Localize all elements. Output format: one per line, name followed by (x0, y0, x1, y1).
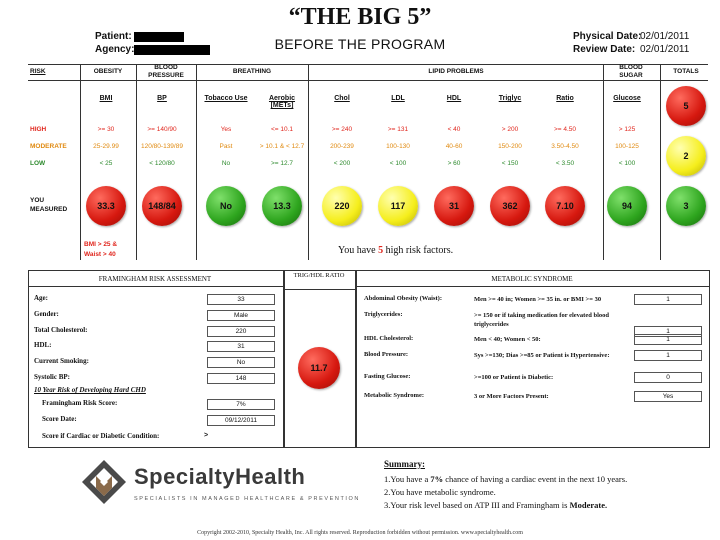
measured-value: 94 (621, 201, 632, 211)
total-high-circle (666, 86, 706, 126)
threshold-moderate: 120/80-139/89 (141, 143, 183, 150)
patient-label: Patient: (95, 31, 132, 42)
column-header: Chol (334, 95, 350, 102)
total-moderate-circle (666, 136, 706, 176)
metabolic-criterion-value: 1 (634, 350, 702, 361)
threshold-low: > 60 (447, 160, 461, 167)
risk-factor-summary: You have 5 high risk factors. (338, 245, 454, 256)
threshold-moderate: 150-200 (498, 143, 522, 150)
threshold-low: < 150 (501, 160, 519, 167)
threshold-high: > 125 (618, 126, 636, 133)
gender-value: Male (207, 310, 275, 321)
measured-circle (607, 186, 647, 226)
threshold-low: No (221, 160, 231, 167)
section-totals: TOTALS (673, 68, 699, 75)
threshold-low: >= 12.7 (270, 160, 294, 167)
metabolic-criterion-threshold: Men >= 40 in; Women >= 35 in. or BMI >= 30 (474, 296, 602, 303)
trig-hdl-value: 11.7 (310, 363, 328, 373)
threshold-moderate: 3.50-4.50 (551, 143, 579, 150)
metabolic-criterion-value: Yes (634, 391, 702, 402)
metabolic-title-rule (356, 286, 709, 287)
summary-heading: Summary: (384, 459, 425, 469)
metabolic-criterion-value: 1 (634, 334, 702, 345)
measured-value: 31 (448, 201, 459, 211)
physical-date: 02/01/2011 (640, 31, 690, 42)
copyright-footer: Copyright 2002-2010, Specialty Health, Inc. All rights reserved. Reproduction forbidden without permission. www.specialtyhealth.com (197, 530, 523, 536)
metabolic-criterion-value: 1 (634, 326, 702, 337)
framingham-score-value: 7% (207, 399, 275, 410)
threshold-moderate: 100-130 (386, 143, 410, 150)
threshold-moderate: 200-239 (330, 143, 354, 150)
row-label-moderate: MODERATE (30, 143, 67, 150)
column-header: BMI (99, 95, 113, 102)
measured-circle (206, 186, 246, 226)
threshold-moderate: > 10.1 & < 12.7 (259, 143, 305, 150)
physical-date-label: Physical Date: (573, 31, 642, 42)
metabolic-criterion-threshold: 3 or More Factors Present: (474, 393, 549, 400)
hdl-value: 31 (207, 341, 275, 352)
bmi-note-line2: Waist > 40 (84, 251, 116, 258)
section-obesity: OBESITY (93, 68, 123, 75)
threshold-high: >= 4.50 (553, 126, 577, 133)
framingham-score-label: Framingham Risk Score: (42, 399, 118, 407)
summary-line-3: 3.Your risk level based on ATP III and Framingham is Moderate. (384, 500, 608, 510)
measured-circle (490, 186, 530, 226)
agency-name-redacted (134, 45, 210, 55)
grid-divider (308, 64, 309, 260)
measured-value: 220 (334, 201, 350, 211)
logo-tagline: SPECIALISTS IN MANAGED HEALTHCARE & PREVENTION (134, 496, 361, 502)
grid-top-rule (28, 64, 708, 65)
threshold-moderate: 100-125 (615, 143, 639, 150)
threshold-high: <= 10.1 (270, 126, 294, 133)
threshold-moderate: Past (219, 143, 233, 150)
measured-value: 362 (502, 201, 518, 211)
threshold-low: < 100 (618, 160, 636, 167)
row-label-low: LOW (30, 160, 46, 167)
document-title: “THE BIG 5” (288, 4, 432, 30)
measured-circle (378, 186, 418, 226)
metabolic-criterion-threshold: Sys >=130; Dias >=85 or Patient is Hypertensive: (474, 352, 610, 359)
measured-value: 33.3 (97, 201, 115, 211)
summary-line-1: 1.You have a 7% chance of having a cardiac event in the next 10 years. (384, 474, 628, 484)
measured-circle (434, 186, 474, 226)
bmi-note-line1: BMI > 25 & (84, 241, 118, 248)
metabolic-criterion-label: Fasting Glucose: (364, 373, 411, 380)
column-header: Ratio (556, 95, 574, 102)
threshold-low: < 3.50 (555, 160, 575, 167)
framingham-title: FRAMINGHAM RISK ASSESSMENT (98, 275, 212, 283)
cardiac-condition-label: Score if Cardiac or Diabetic Condition: (42, 432, 160, 440)
trig-hdl-title-rule (284, 289, 355, 290)
measured-value: No (220, 201, 232, 211)
measured-circle (545, 186, 585, 226)
threshold-high: >= 131 (387, 126, 409, 133)
hdl-label: HDL: (34, 341, 52, 349)
metabolic-criterion-label: Metabolic Syndrome: (364, 392, 424, 399)
threshold-high: Yes (220, 126, 232, 133)
metabolic-criterion-threshold: >=100 or Patient is Diabetic: (474, 374, 554, 381)
threshold-moderate: 25-29.99 (93, 143, 119, 150)
systolic-bp-label: Systolic BP: (34, 373, 70, 381)
threshold-high: > 200 (501, 126, 519, 133)
metabolic-criterion-threshold: >= 150 or if taking medication for elevated blood triglycerides (474, 312, 609, 328)
column-header: Glucose (613, 95, 641, 102)
metabolic-criterion-label: Blood Pressure: (364, 351, 408, 358)
threshold-high: >= 240 (331, 126, 353, 133)
section-breathing: BREATHING (232, 68, 272, 75)
summary-line-2: 2.You have metabolic syndrome. (384, 487, 496, 497)
total-moderate-value: 2 (683, 151, 689, 161)
grid-divider (196, 64, 197, 260)
metabolic-criterion-threshold: Men < 40; Women < 50: (474, 336, 541, 343)
review-date-label: Review Date: (573, 44, 636, 55)
section-blood-pressure: BLOOD PRESSURE (148, 64, 184, 79)
specialty-health-logo-icon (80, 458, 128, 506)
trig-hdl-circle (298, 347, 340, 389)
framingham-title-rule (28, 286, 283, 287)
column-header: HDL (446, 95, 462, 102)
age-label: Age: (34, 294, 48, 302)
gender-label: Gender: (34, 310, 59, 318)
total-low-value: 3 (683, 201, 689, 211)
trig-hdl-title: TRIG/HDL RATIO (293, 272, 345, 279)
column-header: Aerobic [METs] (268, 95, 296, 109)
measured-value: 13.3 (273, 201, 291, 211)
grid-section-rule (28, 80, 708, 81)
metabolic-criterion-label: Abdominal Obesity (Waist): (364, 295, 443, 302)
smoking-value: No (207, 357, 275, 368)
measured-value: 7.10 (556, 201, 574, 211)
threshold-high: < 40 (447, 126, 461, 133)
metabolic-title: METABOLIC SYNDROME (491, 275, 573, 283)
row-label-high: HIGH (30, 126, 47, 133)
measured-circle (262, 186, 302, 226)
column-header: LDL (391, 95, 405, 102)
total-high-value: 5 (683, 101, 689, 111)
metabolic-criterion-value: 1 (634, 294, 702, 305)
logo-wordmark: SpecialtyHealth (134, 464, 306, 489)
section-risk: RISK (30, 68, 46, 75)
chd-risk-heading: 10 Year Risk of Developing Hard CHD (34, 386, 146, 394)
measured-circle (322, 186, 362, 226)
systolic-bp-value: 148 (207, 373, 275, 384)
risk-factor-count: 5 (378, 245, 384, 256)
agency-label: Agency: (95, 44, 135, 55)
review-date: 02/01/2011 (640, 44, 690, 55)
cardiac-condition-arrow: > (204, 432, 209, 439)
grid-divider (660, 64, 661, 260)
total-cholesterol-value: 220 (207, 326, 275, 337)
threshold-moderate: 40-60 (445, 143, 463, 150)
score-date-label: Score Date: (42, 415, 77, 423)
section-blood-sugar: BLOOD SUGAR (619, 64, 643, 79)
measured-circle (142, 186, 182, 226)
document-subtitle: BEFORE THE PROGRAM (274, 36, 446, 52)
threshold-low: < 100 (389, 160, 407, 167)
threshold-low: < 120/80 (149, 160, 175, 167)
row-label-you-measured: YOU MEASURED (30, 197, 68, 213)
column-header: Triglyc (498, 95, 522, 102)
score-date-value: 09/12/2011 (207, 415, 275, 426)
threshold-high: >= 140/90 (147, 126, 177, 133)
age-value: 33 (207, 294, 275, 305)
measured-value: 117 (390, 201, 406, 211)
column-header: BP (157, 95, 167, 102)
metabolic-criterion-label: Triglycerides: (364, 311, 403, 318)
column-header: Tobacco Use (204, 95, 248, 102)
metabolic-criterion-label: HDL Cholesterol: (364, 335, 414, 342)
smoking-label: Current Smoking: (34, 357, 89, 365)
total-low-circle (666, 186, 706, 226)
patient-name-redacted (134, 32, 184, 42)
measured-circle (86, 186, 126, 226)
section-lipid-problems: LIPID PROBLEMS (428, 68, 484, 75)
threshold-high: >= 30 (97, 126, 115, 133)
threshold-low: < 25 (99, 160, 113, 167)
measured-value: 148/84 (148, 201, 176, 211)
metabolic-criterion-value: 0 (634, 372, 702, 383)
total-cholesterol-label: Total Cholesterol: (34, 326, 88, 334)
threshold-low: < 200 (333, 160, 351, 167)
